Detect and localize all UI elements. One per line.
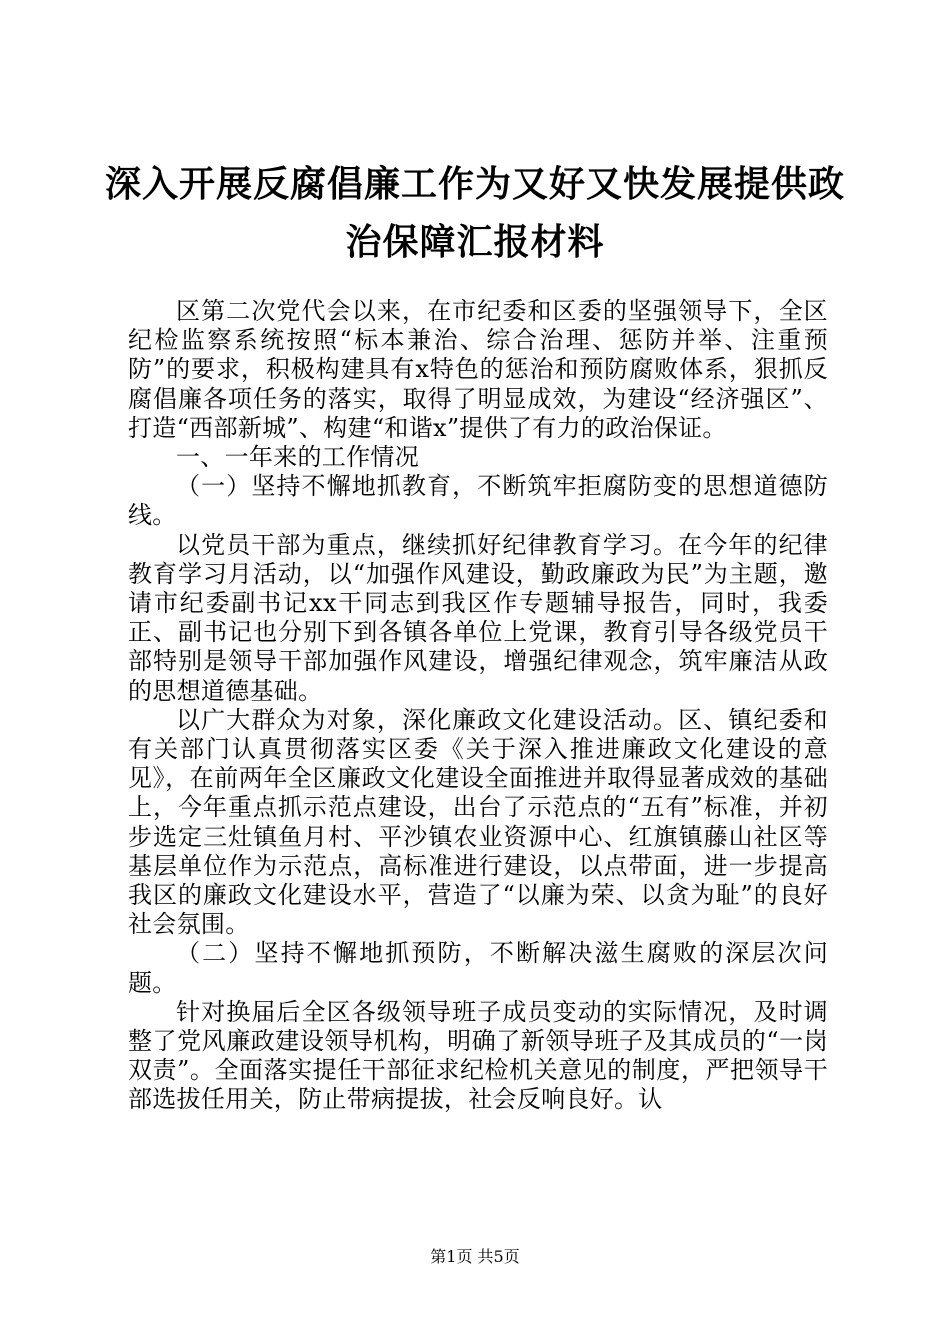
subsection-heading-2: （二）坚持不懈地抓预防，不断解决滋生腐败的深层次问题。 — [128, 939, 828, 997]
paragraph-prevention: 针对换届后全区各级领导班子成员变动的实际情况，及时调整了党风廉政建设领导机构，明确了新领导班子及其成员的“一岗双责”。全面落实提任干部征求纪检机关意见的制度，严把领导干部选拔任用关，防止带病提拔，社会反响良好。认 — [128, 997, 828, 1114]
document-body — [128, 297, 828, 1115]
paragraph-education: 以党员干部为重点，继续抓好纪律教育学习。在今年的纪律教育学习月活动，以“加强作风建设，勤政廉政为民”为主题，邀请市纪委副书记xx干同志到我区作专题辅导报告，同时，我委正、副书记也分别下到各镇各单位上党课，教育引导各级党员干部特别是领导干部加强作风建设，增强纪律观念，筑牢廉洁从政的思想道德基础。 — [128, 530, 828, 705]
paragraph-intro: 区第二次党代会以来，在市纪委和区委的坚强领导下，全区纪检监察系统按照“标本兼治、综合治理、惩防并举、注重预防”的要求，积极构建具有x特色的惩治和预防腐败体系，狠抓反腐倡廉各项任务的落实，取得了明显成效，为建设“经济强区”、打造“西部新城”、构建“和谐x”提供了有力的政治保证。 — [128, 297, 828, 442]
section-heading-1: 一、一年来的工作情况 — [176, 443, 419, 472]
document-title-line-1: 深入开展反腐倡廉工作为又好又快发展提供政 — [104, 163, 845, 205]
paragraph-culture: 以广大群众为对象，深化廉政文化建设活动。区、镇纪委和有关部门认真贯彻落实区委《关于深入推进廉政文化建设的意见》，在前两年全区廉政文化建设全面推进并取得显著成效的基础上，今年重点抓示范点建设，出台了示范点的“五有”标准，并初步选定三灶镇鱼月村、平沙镇农业资源中心、红旗镇藤山社区等基层单位作为示范点，高标准进行建设，以点带面，进一步提高我区的廉政文化建设水平，营造了“以廉为荣、以贪为耻”的良好社会氛围。 — [128, 705, 828, 939]
subsection-heading-1: （一）坚持不懈地抓教育，不断筑牢拒腐防变的思想道德防线。 — [128, 472, 828, 530]
page-footer: 第1页 共5页 — [430, 1247, 520, 1266]
document-title-line-2: 治保障汇报材料 — [345, 221, 605, 263]
